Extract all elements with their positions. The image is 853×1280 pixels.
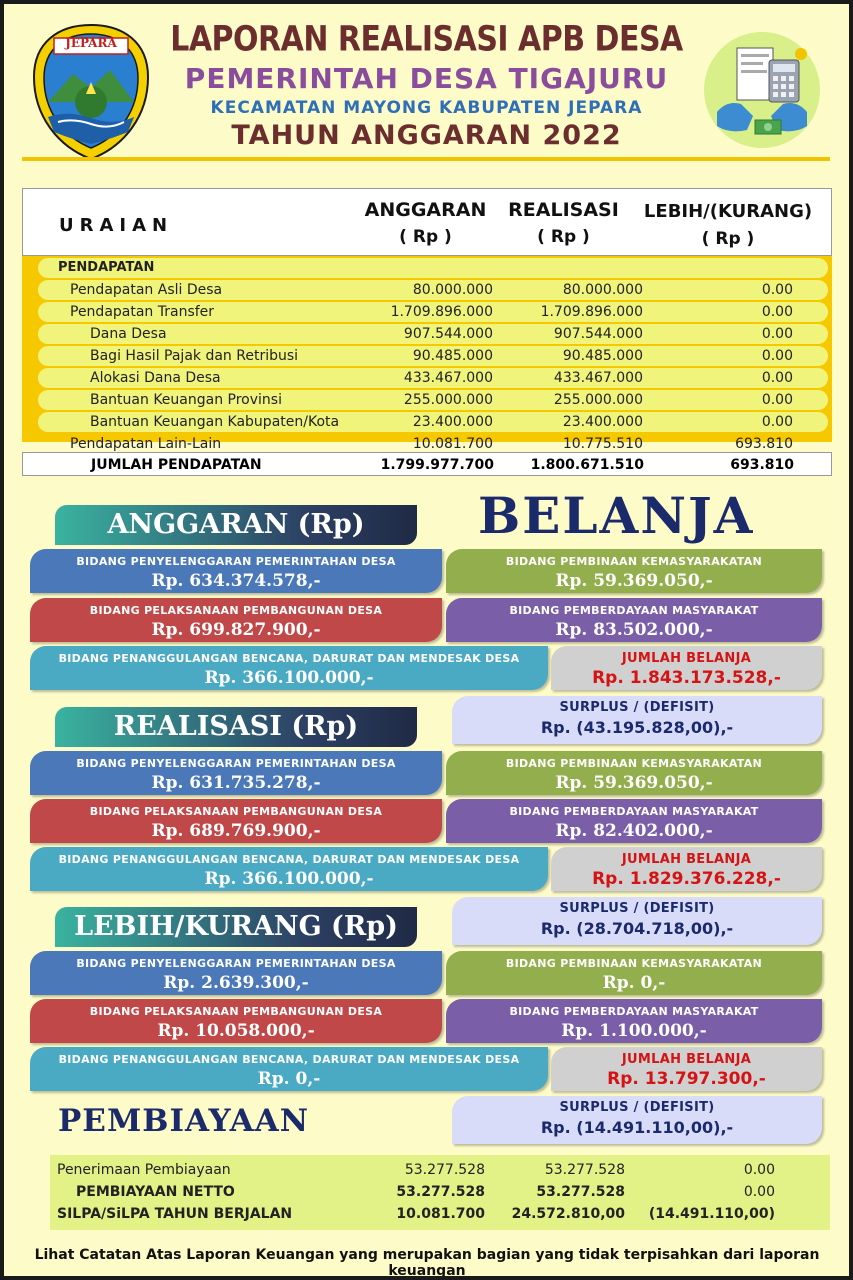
- card-label: BIDANG PEMBINAAN KEMASYARAKATAN: [505, 757, 763, 770]
- table-row: [38, 368, 828, 388]
- row-realisasi: 10.775.510: [562, 436, 643, 452]
- card-label: BIDANG PEMBINAAN KEMASYARAKATAN: [505, 957, 763, 970]
- card-label: BIDANG PENANGGULANGAN BENCANA, DARURAT DAN MENDESAK DESA: [58, 1053, 520, 1066]
- card-penanggulangan: [30, 847, 548, 891]
- card-label: BIDANG PEMBERDAYAAN MASYARAKAT: [509, 1005, 759, 1018]
- fiscal-year-title: TAHUN ANGGARAN 2022: [231, 120, 622, 151]
- row-lebih: 0.00: [761, 392, 793, 408]
- row-anggaran: 53.277.528: [396, 1184, 485, 1200]
- col-header-realisasi-unit: ( Rp ): [537, 227, 590, 247]
- card-pelaksanaan: [30, 999, 442, 1043]
- card-value: Rp. 59.369.050,-: [555, 773, 713, 793]
- row-label: Bantuan Keuangan Provinsi: [90, 392, 282, 408]
- card-penanggulangan: [30, 646, 548, 690]
- section-label: PENDAPATAN: [58, 260, 155, 275]
- row-realisasi: 907.544.000: [553, 326, 643, 342]
- table-row: [38, 346, 828, 366]
- row-label: Bagi Hasil Pajak dan Retribusi: [90, 348, 299, 364]
- row-realisasi: 433.467.000: [553, 370, 643, 386]
- card-value: Rp. 1.100.000,-: [561, 1021, 707, 1041]
- card-jumlah-belanja: [551, 1047, 822, 1091]
- card-surplus: [452, 696, 822, 744]
- total-label: JUMLAH PENDAPATAN: [91, 457, 262, 473]
- row-anggaran: 255.000.000: [403, 392, 493, 408]
- card-label: BIDANG PEMBINAAN KEMASYARAKATAN: [505, 555, 763, 568]
- total-row: [22, 452, 832, 476]
- pembiayaan-table: [50, 1155, 830, 1230]
- card-value: Rp. (28.704.718,00),-: [540, 919, 734, 938]
- card-label: BIDANG PELAKSANAAN PEMBANGUNAN DESA: [89, 1005, 383, 1018]
- row-anggaran: 53.277.528: [404, 1162, 485, 1178]
- row-realisasi: 1.709.896.000: [540, 304, 643, 320]
- row-anggaran: 907.544.000: [403, 326, 493, 342]
- row-realisasi: 255.000.000: [553, 392, 643, 408]
- pendapatan-table: [22, 188, 832, 478]
- col-header-lebih: LEBIH/(KURANG): [643, 201, 813, 222]
- row-label: Dana Desa: [90, 326, 167, 342]
- row-lebih: 0.00: [761, 304, 793, 320]
- row-lebih: 693.810: [735, 436, 793, 452]
- row-anggaran: 90.485.000: [412, 348, 493, 364]
- card-pemberdayaan: [446, 999, 822, 1043]
- row-anggaran: 80.000.000: [412, 282, 493, 298]
- card-pemberdayaan: [446, 598, 822, 642]
- footer-note: Lihat Catatan Atas Laporan Keuangan yang merupakan bagian yang tidak terpisahkan dari laporan keuangan: [34, 1247, 820, 1279]
- row-lebih: 0.00: [743, 1162, 775, 1178]
- table-row: [38, 302, 828, 322]
- row-label: Pendapatan Transfer: [70, 304, 215, 320]
- card-value: Rp. 0,-: [602, 973, 666, 993]
- row-label: Pendapatan Lain-Lain: [70, 436, 222, 452]
- district-subtitle: KECAMATAN MAYONG KABUPATEN JEPARA: [210, 98, 643, 118]
- card-surplus: [452, 897, 822, 945]
- card-penyelenggaran: [30, 951, 442, 995]
- row-anggaran: 23.400.000: [412, 414, 493, 430]
- finance-illustration: [697, 30, 827, 150]
- card-label: BIDANG PELAKSANAAN PEMBANGUNAN DESA: [89, 805, 383, 818]
- card-value: Rp. 1.843.173.528,-: [592, 668, 781, 688]
- row-realisasi: 53.277.528: [536, 1184, 625, 1200]
- card-value: Rp. 689.769.900,-: [151, 821, 321, 841]
- table-row: [50, 1159, 830, 1181]
- row-lebih: 0.00: [761, 282, 793, 298]
- calculator-documents-icon: [697, 30, 827, 150]
- card-value: Rp. 2.639.300,-: [163, 973, 309, 993]
- card-label: BIDANG PELAKSANAAN PEMBANGUNAN DESA: [89, 604, 383, 617]
- card-value: Rp. (14.491.110,00),-: [540, 1118, 734, 1137]
- card-jumlah-belanja: [551, 847, 822, 891]
- card-pembinaan: [446, 549, 822, 593]
- col-header-lebih-unit: ( Rp ): [701, 229, 755, 249]
- row-lebih: 0.00: [743, 1184, 775, 1200]
- total-realisasi: 1.800.671.510: [530, 457, 644, 473]
- card-value: Rp. 13.797.300,-: [607, 1069, 766, 1089]
- card-jumlah-belanja: [551, 646, 822, 690]
- row-label: Alokasi Dana Desa: [90, 370, 221, 386]
- row-anggaran: 1.709.896.000: [390, 304, 493, 320]
- card-pemberdayaan: [446, 799, 822, 843]
- card-value: Rp. 10.058.000,-: [157, 1021, 315, 1041]
- table-body: [22, 256, 832, 452]
- row-lebih: (14.491.110,00): [648, 1206, 775, 1222]
- card-label: SURPLUS / (DEFISIT): [559, 901, 715, 916]
- logo-label: JEPARA: [65, 36, 117, 50]
- row-label: PEMBIAYAAN NETTO: [76, 1184, 235, 1200]
- card-label: BIDANG PENANGGULANGAN BENCANA, DARURAT DAN MENDESAK DESA: [58, 652, 520, 665]
- table-row: [38, 390, 828, 410]
- total-lebih: 693.810: [730, 457, 794, 473]
- table-header: [22, 188, 832, 256]
- row-label: Pendapatan Asli Desa: [70, 282, 223, 298]
- card-pelaksanaan: [30, 799, 442, 843]
- row-realisasi: 80.000.000: [562, 282, 643, 298]
- row-realisasi: 90.485.000: [562, 348, 643, 364]
- card-label: JUMLAH BELANJA: [621, 1052, 752, 1067]
- section-lebih-kurang-header: LEBIH/KURANG (Rp): [55, 907, 417, 947]
- section-realisasi-header: REALISASI (Rp): [55, 707, 417, 747]
- total-anggaran: 1.799.977.700: [380, 457, 494, 473]
- row-anggaran: 433.467.000: [403, 370, 493, 386]
- card-label: BIDANG PENYELENGGARAN PEMERINTAHAN DESA: [76, 757, 396, 770]
- card-label: SURPLUS / (DEFISIT): [559, 700, 715, 715]
- card-surplus: [452, 1096, 822, 1144]
- card-label: BIDANG PEMBERDAYAAN MASYARAKAT: [509, 604, 759, 617]
- row-label: Bantuan Keuangan Kabupaten/Kota: [90, 414, 340, 430]
- village-government-title: PEMERINTAH DESA TIGAJURU: [184, 62, 669, 95]
- card-label: JUMLAH BELANJA: [621, 852, 752, 867]
- table-row: [38, 434, 828, 454]
- card-pembinaan: [446, 951, 822, 995]
- row-lebih: 0.00: [761, 370, 793, 386]
- col-header-realisasi: REALISASI: [508, 199, 619, 221]
- section-row: [38, 258, 828, 278]
- card-value: Rp. 59.369.050,-: [555, 571, 713, 591]
- table-row: [50, 1181, 830, 1203]
- row-realisasi: 53.277.528: [544, 1162, 625, 1178]
- col-header-uraian: URAIAN: [59, 215, 174, 236]
- card-value: Rp. 366.100.000,-: [204, 869, 374, 889]
- row-lebih: 0.00: [761, 414, 793, 430]
- card-label: JUMLAH BELANJA: [621, 651, 752, 666]
- card-value: Rp. 699.827.900,-: [151, 620, 321, 640]
- table-row: [38, 324, 828, 344]
- card-value: Rp. 82.402.000,-: [555, 821, 713, 841]
- col-header-anggaran: ANGGARAN: [364, 199, 487, 221]
- report-title: LAPORAN REALISASI APB DESA: [170, 19, 683, 60]
- card-value: Rp. 1.829.376.228,-: [592, 869, 781, 889]
- belanja-title: BELANJA: [478, 486, 755, 545]
- table-row: [38, 412, 828, 432]
- card-value: Rp. 83.502.000,-: [555, 620, 713, 640]
- header-divider: [22, 157, 830, 161]
- table-row: [38, 280, 828, 300]
- row-lebih: 0.00: [761, 348, 793, 364]
- card-value: Rp. 631.735.278,-: [151, 773, 321, 793]
- card-value: Rp. (43.195.828,00),-: [540, 718, 734, 737]
- card-penanggulangan: [30, 1047, 548, 1091]
- row-lebih: 0.00: [761, 326, 793, 342]
- pembiayaan-title: PEMBIAYAAN: [58, 1103, 310, 1139]
- row-realisasi: 23.400.000: [562, 414, 643, 430]
- row-realisasi: 24.572.810,00: [511, 1206, 625, 1222]
- section-anggaran-header: ANGGARAN (Rp): [55, 505, 417, 545]
- card-value: Rp. 366.100.000,-: [204, 668, 374, 688]
- card-penyelenggaran: [30, 751, 442, 795]
- card-label: BIDANG PENANGGULANGAN BENCANA, DARURAT DAN MENDESAK DESA: [58, 853, 520, 866]
- jepara-logo: [28, 22, 154, 162]
- col-header-anggaran-unit: ( Rp ): [399, 227, 452, 247]
- card-label: SURPLUS / (DEFISIT): [559, 1100, 715, 1115]
- card-penyelenggaran: [30, 549, 442, 593]
- card-label: BIDANG PENYELENGGARAN PEMERINTAHAN DESA: [76, 957, 396, 970]
- row-anggaran: 10.081.700: [412, 436, 493, 452]
- card-value: Rp. 634.374.578,-: [151, 571, 321, 591]
- card-label: BIDANG PEMBERDAYAAN MASYARAKAT: [509, 805, 759, 818]
- card-label: BIDANG PENYELENGGARAN PEMERINTAHAN DESA: [76, 555, 396, 568]
- card-pembinaan: [446, 751, 822, 795]
- row-label: SILPA/SiLPA TAHUN BERJALAN: [57, 1206, 293, 1222]
- card-pelaksanaan: [30, 598, 442, 642]
- row-anggaran: 10.081.700: [396, 1206, 485, 1222]
- table-row: [50, 1203, 830, 1225]
- card-value: Rp. 0,-: [257, 1069, 321, 1089]
- row-label: Penerimaan Pembiayaan: [57, 1162, 231, 1178]
